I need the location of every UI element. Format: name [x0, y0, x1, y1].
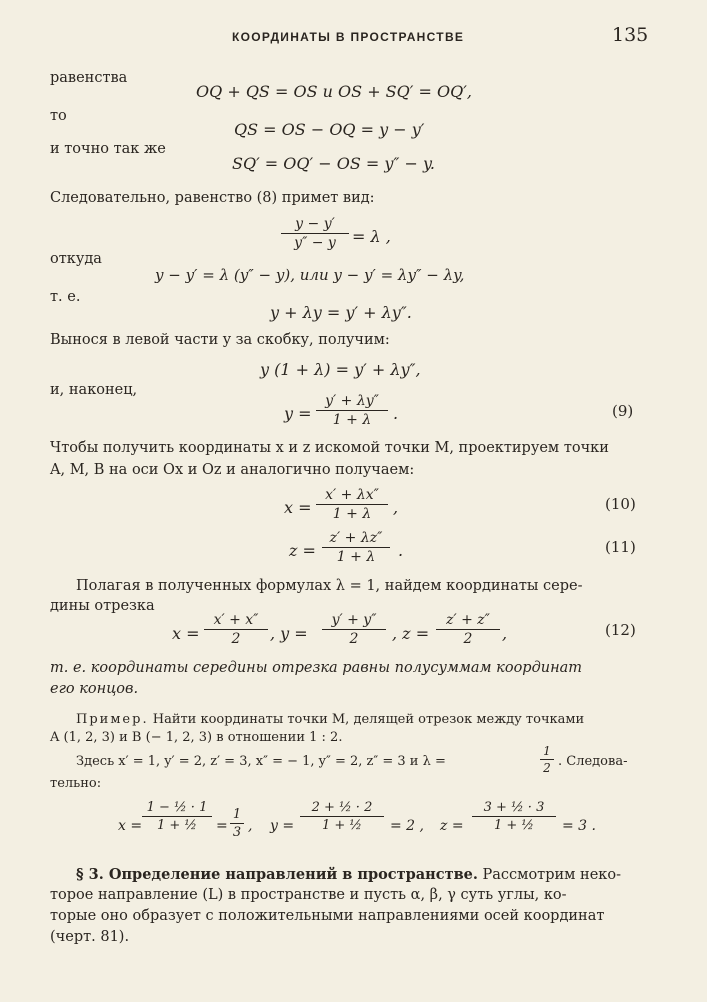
- equation-lhs: y =: [284, 404, 312, 423]
- numerator: x′ + λx″: [316, 487, 388, 505]
- fraction: [322, 530, 390, 565]
- equation-result: = 3 .: [562, 818, 596, 834]
- section-text: Рассмотрим неко-: [482, 867, 621, 883]
- text-line: Полагая в полученных формулах λ = 1, найдем координаты сере-: [76, 578, 583, 594]
- equation-number: (9): [612, 402, 634, 420]
- section-line: [76, 866, 621, 883]
- numerator: z′ + z″: [436, 612, 500, 630]
- numerator: 1: [230, 807, 244, 824]
- denominator: 2: [543, 761, 551, 775]
- fraction: [142, 800, 212, 833]
- denominator: 2: [349, 631, 359, 647]
- running-title: КООРДИНАТЫ В ПРОСТРАНСТВЕ: [232, 30, 465, 44]
- denominator: 2: [463, 631, 473, 647]
- denominator: 3: [232, 825, 242, 840]
- equation-lhs: , y =: [270, 624, 308, 643]
- fraction: [316, 487, 388, 522]
- example-line: тельно:: [50, 776, 102, 791]
- text-line: Чтобы получить координаты x и z искомой точки M, проектируем точки: [50, 440, 609, 456]
- text-line: торые оно образует с положительными направлениями осей координат: [50, 908, 605, 924]
- fraction-half: [540, 744, 554, 775]
- equation-tail: .: [393, 404, 399, 423]
- text-line: т. е. координаты середины отрезка равны полусуммам координат: [50, 660, 583, 676]
- page-header: [0, 22, 707, 52]
- numerator: z′ + λz″: [322, 530, 390, 548]
- example-label: Пример.: [76, 712, 149, 727]
- text-line: его концов.: [50, 681, 139, 697]
- example-line: Здесь x′ = 1, y′ = 2, z′ = 3, x″ = − 1, y″ = 2, z″ = 3 и λ =: [76, 754, 446, 769]
- equation-lhs: y =: [270, 818, 295, 834]
- numerator: 3 + ½ · 3: [472, 800, 556, 817]
- equation-lhs: z =: [289, 541, 316, 560]
- equation-lhs: , z =: [392, 624, 430, 643]
- denominator: 1 + ½: [493, 818, 535, 833]
- text-line: Вынося в левой части y за скобку, получим:: [50, 332, 390, 348]
- denominator: 1 + ½: [321, 818, 363, 833]
- equation-tail: ,: [393, 498, 399, 517]
- fraction: [281, 216, 349, 251]
- equation-tail: .: [398, 541, 404, 560]
- text-line: равенства: [50, 70, 128, 86]
- text-line: торое направление (L) в пространстве и пусть α, β, γ суть углы, ко-: [50, 887, 567, 903]
- numerator: 2 + ½ · 2: [300, 800, 384, 817]
- equation-number: (12): [605, 621, 636, 639]
- equation-number: (11): [605, 538, 636, 556]
- equation: y − y′ = λ (y″ − y), или y − y′ = λy″ − λy,: [155, 266, 465, 284]
- numerator: 1: [540, 744, 554, 760]
- denominator: 1 + ½: [156, 818, 198, 833]
- text-line: и точно так же: [50, 141, 166, 157]
- example-line: [76, 712, 584, 727]
- fraction: [472, 800, 556, 833]
- fraction: [230, 807, 244, 840]
- section-heading: § 3. Определение направлений в пространстве.: [76, 866, 478, 883]
- example-text: Найти координаты точки M, делящей отрезок между точками: [152, 712, 585, 727]
- numerator: 1 − ½ · 1: [142, 800, 212, 817]
- fraction: [322, 612, 386, 647]
- equation-lhs: z =: [440, 818, 464, 834]
- equation-eq: =: [216, 818, 228, 834]
- text-line: откуда: [50, 251, 102, 267]
- equation-lhs: x =: [284, 498, 312, 517]
- example-line: A (1, 2, 3) и B (− 1, 2, 3) в отношении 1 : 2.: [50, 730, 343, 745]
- equation-tail: ,: [248, 818, 253, 834]
- numerator: x′ + x″: [204, 612, 268, 630]
- equation: SQ′ = OQ′ − OS = y″ − y.: [232, 154, 435, 173]
- text-line: и, наконец,: [50, 382, 138, 398]
- text-line: Следовательно, равенство (8) примет вид:: [50, 190, 375, 206]
- equation-result: = 2 ,: [390, 818, 424, 834]
- denominator: 1 + λ: [332, 506, 372, 522]
- numerator: y′ + λy″: [316, 393, 388, 411]
- equation: OQ + QS = OS и OS + SQ′ = OQ′,: [196, 82, 472, 101]
- text-line: т. е.: [50, 289, 81, 305]
- example-line: . Следова-: [558, 754, 628, 769]
- denominator: 1 + λ: [332, 412, 372, 428]
- denominator: y″ − y: [294, 235, 336, 251]
- equation: y + λy = y′ + λy″.: [270, 303, 412, 322]
- equation-lhs: x =: [172, 624, 200, 643]
- denominator: 2: [231, 631, 241, 647]
- text-line: то: [50, 108, 67, 124]
- numerator: y − y′: [281, 216, 349, 234]
- equation: QS = OS − OQ = y − y′: [234, 120, 425, 139]
- text-line: (черт. 81).: [50, 929, 130, 945]
- fraction: [436, 612, 500, 647]
- fraction: [300, 800, 384, 833]
- equation-lhs: x =: [118, 818, 143, 834]
- numerator: y′ + y″: [322, 612, 386, 630]
- denominator: 1 + λ: [336, 549, 376, 565]
- equation: = λ ,: [352, 227, 391, 246]
- equation: y (1 + λ) = y′ + λy″,: [260, 360, 421, 379]
- equation-number: (10): [605, 495, 636, 513]
- text-line: дины отрезка: [50, 598, 155, 614]
- fraction: [204, 612, 268, 647]
- page-number: 135: [612, 24, 649, 46]
- equation-tail: ,: [502, 624, 508, 643]
- text-line: A, M, B на оси Ox и Oz и аналогично получаем:: [50, 462, 415, 478]
- fraction: [316, 393, 388, 428]
